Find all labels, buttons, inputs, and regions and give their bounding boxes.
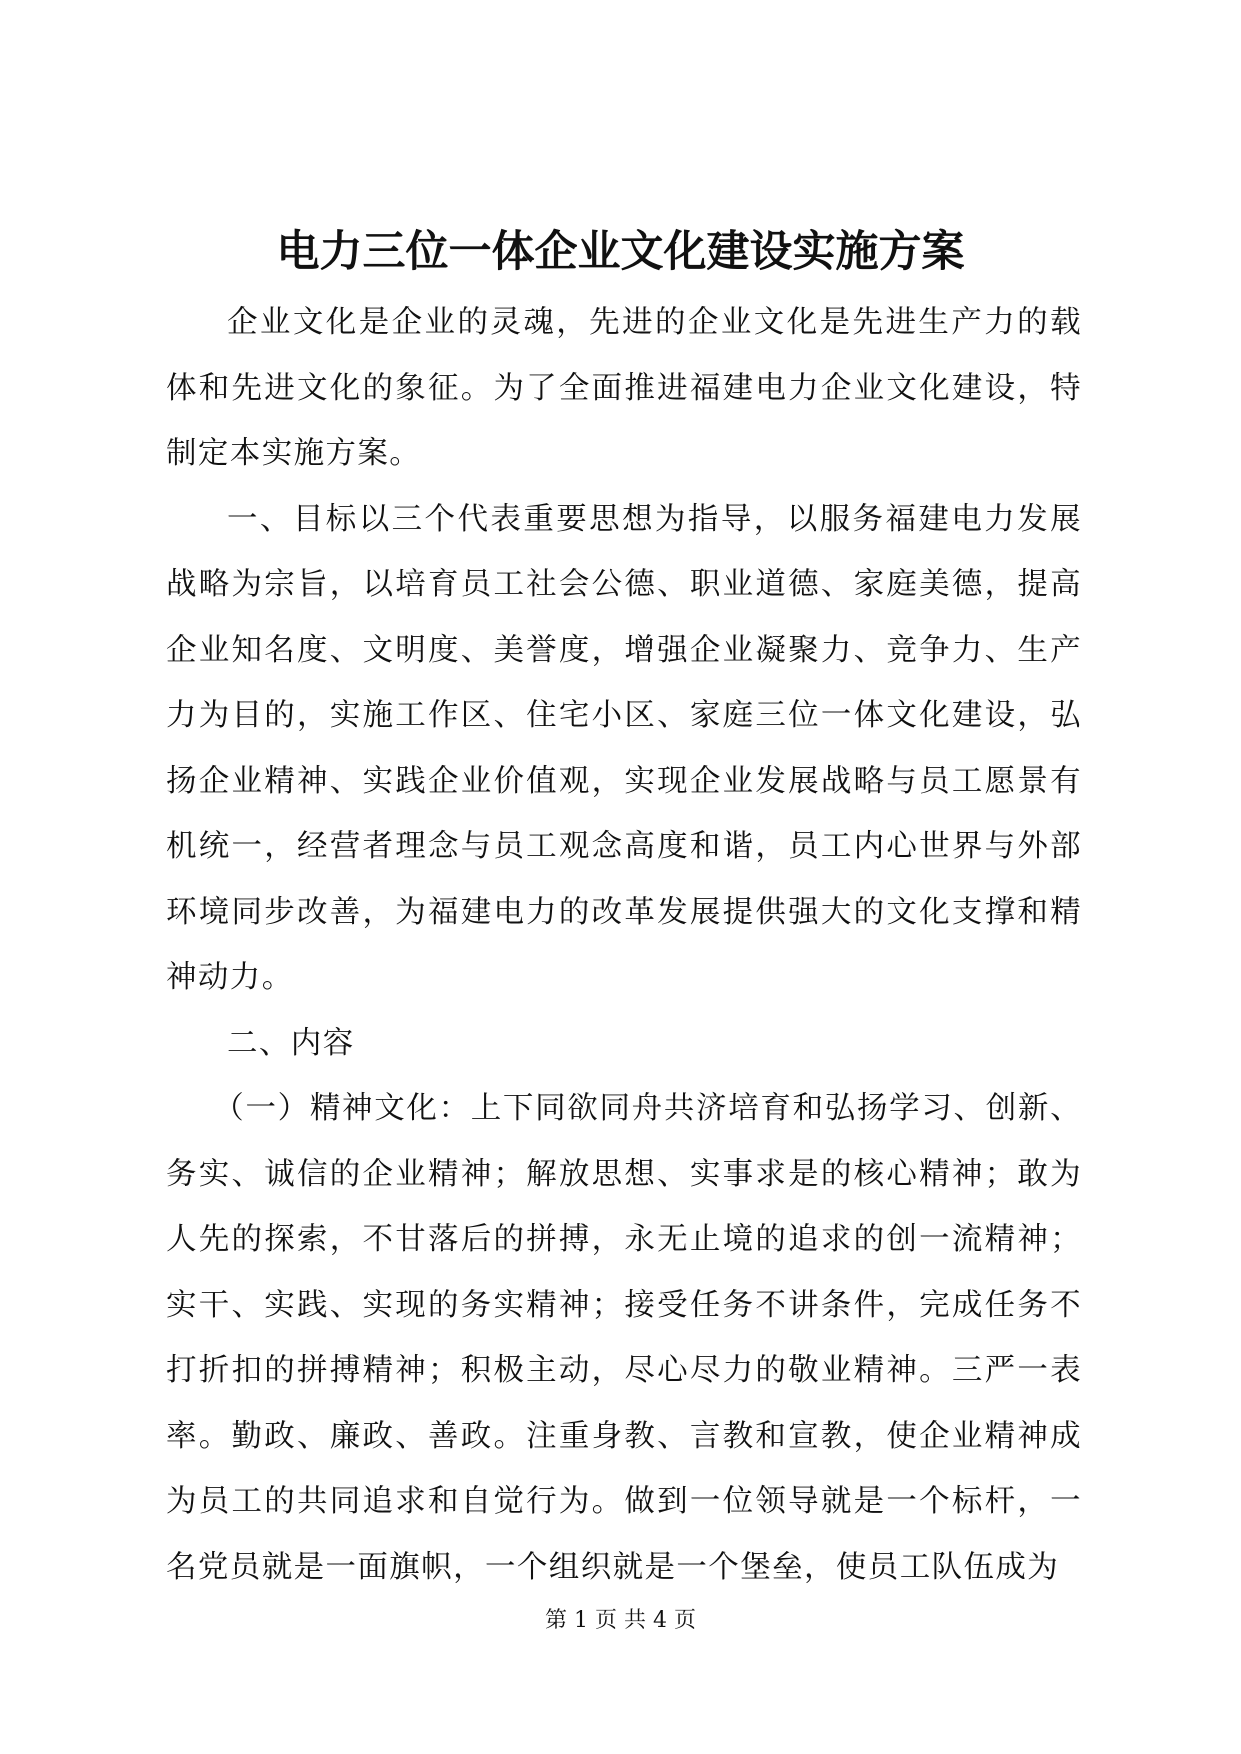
document-title: 电力三位一体企业文化建设实施方案 (276, 227, 965, 277)
paragraph-content-heading: 二、内容 (227, 1025, 355, 1061)
paragraph-spiritual-culture: （一）精神文化：上下同欲同舟共济培育和弘扬学习、创新、务实、诚信的企业精神；解放思想、实事求是的核心精神；敢为人先的探索，不甘落后的拼搏，永无止境的追求的创一流精神；实干、实践、实现的务实精神；接受任务不讲条件，完成任务不打折扣的拼搏精神；积极主动，尽心尽力的敬业精神。三严一表率。勤政、廉政、善政。注重身教、言教和宣教，使企业精神成为员工的共同追求和自觉行为。做到一位领导就是一个标杆，一名党员就是一面旗帜，一个组织就是一个堡垒，使员工队伍成为 (166, 1091, 1082, 1585)
paragraph-intro: 企业文化是企业的灵魂，先进的企业文化是先进生产力的载体和先进文化的象征。为了全面推进福建电力企业文化建设，特制定本实施方案。 (166, 305, 1082, 471)
page-footer: 第 1 页 共 4 页 (545, 1608, 696, 1633)
document-body (166, 290, 1082, 1600)
paragraph-goal: 一、目标以三个代表重要思想为指导，以服务福建电力发展战略为宗旨，以培育员工社会公德、职业道德、家庭美德，提高企业知名度、文明度、美誉度，增强企业凝聚力、竞争力、生产力为目的，实施工作区、住宅小区、家庭三位一体文化建设，弘扬企业精神、实践企业价值观，实现企业发展战略与员工愿景有机统一，经营者理念与员工观念高度和谐，员工内心世界与外部环境同步改善，为福建电力的改革发展提供强大的文化支撑和精神动力。 (166, 501, 1082, 995)
